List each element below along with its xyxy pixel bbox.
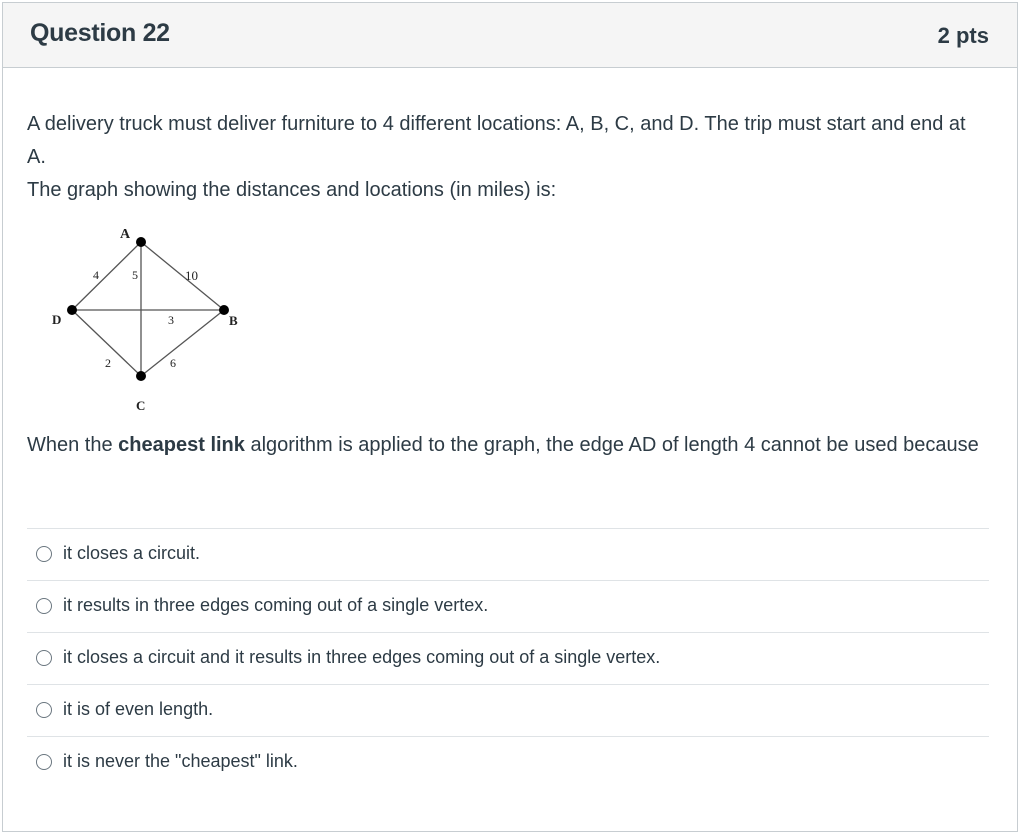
answer-option[interactable] <box>27 580 989 632</box>
weight-c-b: 6 <box>170 356 176 370</box>
vertex-b <box>219 305 229 315</box>
edge-a-b <box>141 242 224 310</box>
question-points: 2 pts <box>937 23 989 48</box>
radio-button[interactable] <box>36 650 52 666</box>
question-title: Question 22 <box>30 19 170 47</box>
answer-label[interactable]: it results in three edges coming out of a single vertex. <box>63 595 489 615</box>
answer-label[interactable]: it closes a circuit. <box>63 543 201 563</box>
radio-button[interactable] <box>36 546 52 562</box>
distance-graph <box>48 222 248 417</box>
answer-label[interactable]: it closes a circuit and it results in three edges coming out of a single vertex. <box>63 647 661 667</box>
radio-button[interactable] <box>36 598 52 614</box>
edge-c-b <box>141 310 224 376</box>
vertex-label-d: D <box>52 312 62 327</box>
answer-option[interactable] <box>27 632 989 684</box>
edge-a-d <box>72 242 141 310</box>
vertex-label-c: C <box>136 398 146 413</box>
weight-d-b: 3 <box>168 313 174 327</box>
graph-svg <box>48 222 248 417</box>
prompt-emphasis: cheapest link <box>118 434 245 456</box>
stem-line-2: The graph showing the distances and locations (in miles) is: <box>27 179 557 201</box>
vertex-d <box>67 305 77 315</box>
answer-label[interactable]: it is of even length. <box>63 699 214 719</box>
vertex-c <box>136 371 146 381</box>
weight-a-c: 5 <box>132 268 138 282</box>
answer-option[interactable] <box>27 528 989 580</box>
question-stem <box>27 108 987 207</box>
weight-a-b: 10 <box>185 268 198 283</box>
prompt-before: When the <box>27 434 119 456</box>
answer-option[interactable] <box>27 736 989 788</box>
vertex-a <box>136 237 146 247</box>
weight-d-c: 2 <box>105 356 111 370</box>
stem-line-1: A delivery truck must deliver furniture to 4 different locations: A, B, C, and D. The trip must start and end at A. <box>27 113 966 168</box>
vertex-label-b: B <box>229 313 238 328</box>
prompt-after: algorithm is applied to the graph, the edge AD of length 4 cannot be used because <box>244 434 979 456</box>
weight-a-d: 4 <box>93 268 99 282</box>
answer-list <box>27 528 989 788</box>
question-prompt <box>27 429 997 462</box>
answer-option[interactable] <box>27 684 989 736</box>
vertex-label-a: A <box>120 227 131 242</box>
answer-label[interactable]: it is never the "cheapest" link. <box>63 751 298 771</box>
question-header <box>3 3 1017 68</box>
radio-button[interactable] <box>36 702 52 718</box>
radio-button[interactable] <box>36 754 52 770</box>
